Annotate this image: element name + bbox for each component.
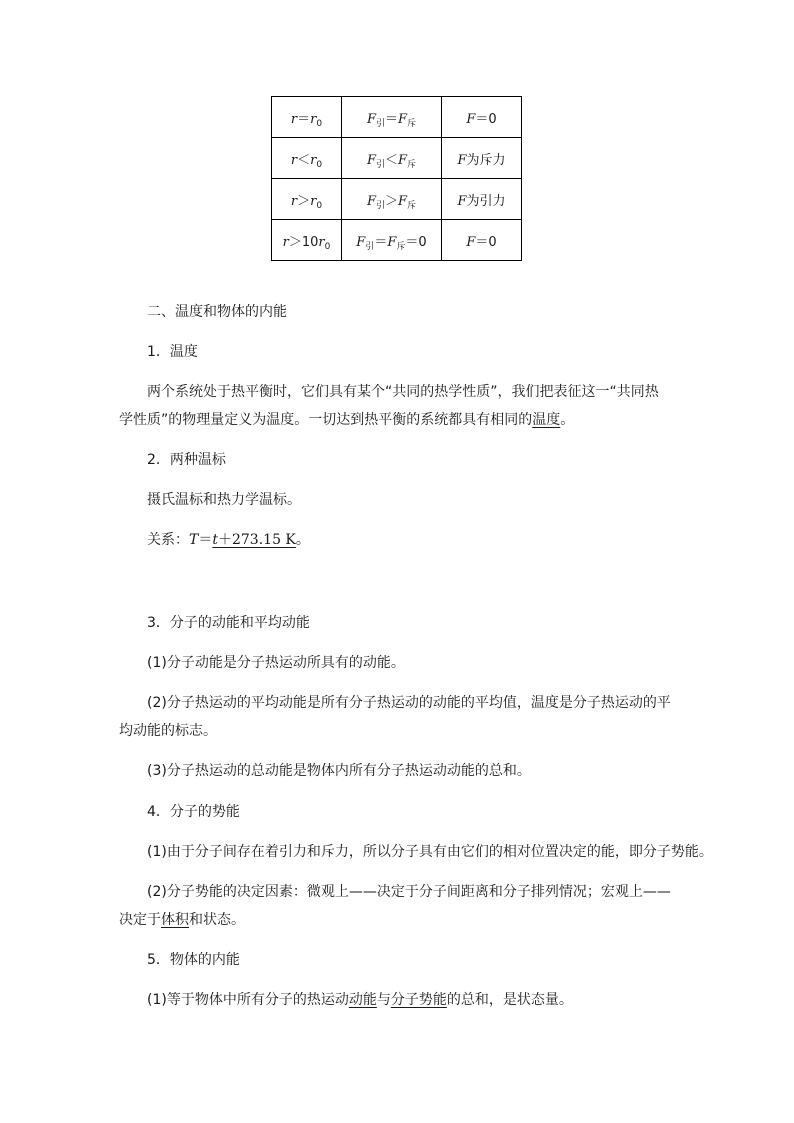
underlined-term-kinetic: 动能 <box>348 992 377 1008</box>
net-force-cell: F为斥力 <box>442 138 522 179</box>
paragraph-scales: 摄氏温标和热力学温标。 <box>147 492 301 508</box>
paragraph-potential-2-line2: 决定于体积和状态。 <box>119 912 245 928</box>
paragraph-kinetic-1: (1)分子动能是分子热运动所具有的动能。 <box>147 655 405 671</box>
net-force-cell: F＝0 <box>442 97 522 138</box>
table-row <box>272 179 522 220</box>
underlined-term-temperature: 温度 <box>532 412 561 428</box>
force-comparison-cell: $F_引>F_斥$ <box>342 179 442 220</box>
paragraph-temperature-line1: 两个系统处于热平衡时，它们具有某个“共同的热学性质”，我们把表征这一“共同热 <box>147 384 659 400</box>
force-comparison-cell: $F_引<F_斥$ <box>342 138 442 179</box>
paragraph-temperature-line2: 学性质”的物理量定义为温度。一切达到热平衡的系统都具有相同的温度。 <box>119 412 575 428</box>
distance-cell: $r>10r_0$ <box>272 220 342 261</box>
relation-formula: 关系：T＝t＋273.15 K。 <box>147 532 310 548</box>
table-row <box>272 138 522 179</box>
subsection-title-scales: 2．两种温标 <box>147 452 226 468</box>
subsection-title-kinetic: 3．分子的动能和平均动能 <box>147 615 310 631</box>
paragraph-kinetic-2-line2: 均动能的标志。 <box>119 723 217 739</box>
section-heading: 二、温度和物体的内能 <box>147 304 287 320</box>
distance-cell: $r=r_0$ <box>272 97 342 138</box>
subsection-title-temperature: 1．温度 <box>147 344 198 360</box>
underlined-term-potential: 分子势能 <box>390 992 447 1008</box>
paragraph-kinetic-2-line1: (2)分子热运动的平均动能是所有分子热运动的动能的平均值，温度是分子热运动的平 <box>147 695 671 711</box>
paragraph-potential-2-line1: (2)分子势能的决定因素：微观上——决定于分子间距离和分子排列情况；宏观上—— <box>147 884 671 900</box>
distance-cell: $r>r_0$ <box>272 179 342 220</box>
underlined-formula: t＋273.15 K <box>212 532 296 548</box>
molecular-force-table <box>271 96 522 261</box>
underlined-term-volume: 体积 <box>161 912 189 928</box>
paragraph-potential-1: (1)由于分子间存在着引力和斥力，所以分子具有由它们的相对位置决定的能，即分子势能。 <box>147 844 713 860</box>
net-force-cell: F为引力 <box>442 179 522 220</box>
subsection-title-internal-energy: 5．物体的内能 <box>147 952 240 968</box>
distance-cell: $r<r_0$ <box>272 138 342 179</box>
subsection-title-potential: 4．分子的势能 <box>147 804 240 820</box>
table-row <box>272 97 522 138</box>
paragraph-kinetic-3: (3)分子热运动的总动能是物体内所有分子热运动动能的总和。 <box>147 763 531 779</box>
force-comparison-cell: $F_引=F_斥=0$ <box>342 220 442 261</box>
force-comparison-cell: $F_引=F_斥$ <box>342 97 442 138</box>
net-force-cell: F＝0 <box>442 220 522 261</box>
paragraph-internal-energy-1: (1)等于物体中所有分子的热运动动能与分子势能的总和，是状态量。 <box>147 992 573 1008</box>
table-row <box>272 220 522 261</box>
